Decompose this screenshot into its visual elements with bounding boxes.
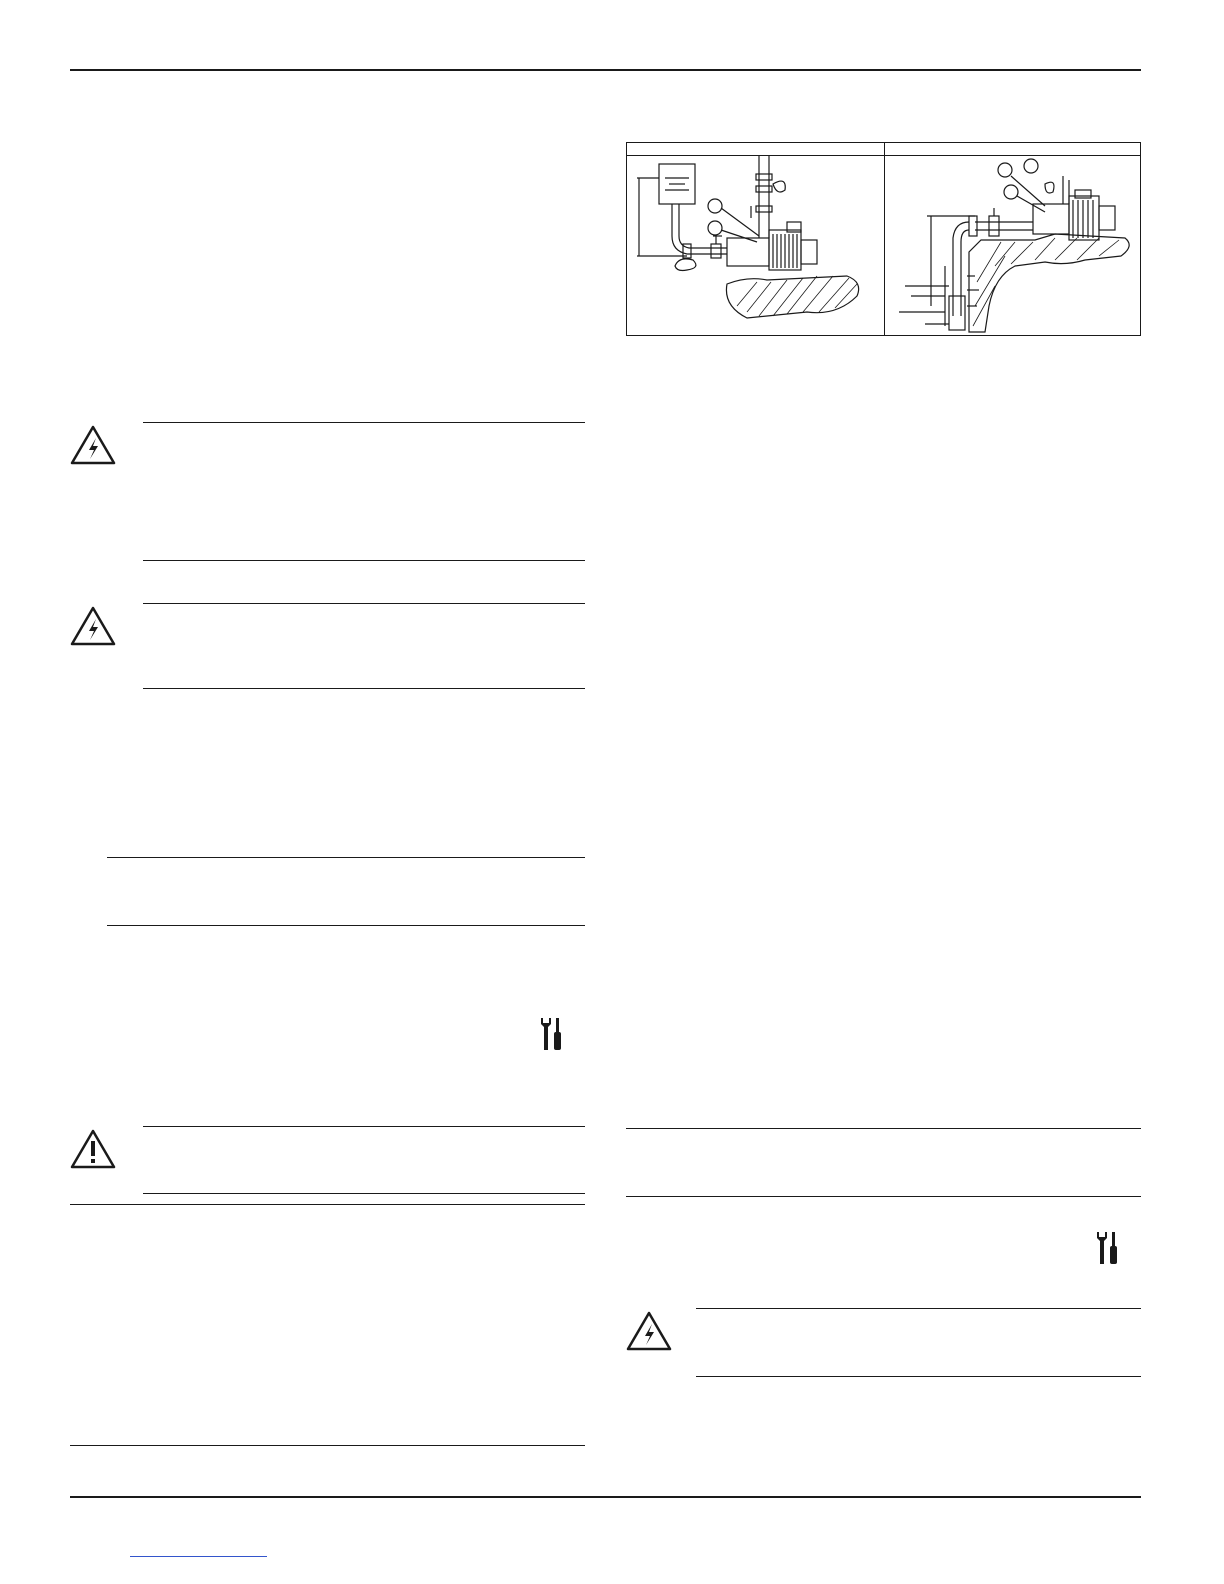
warning-rule-top [143,603,585,604]
electrical-warning-icon [626,1310,672,1352]
warning-rule-bottom [696,1376,1141,1377]
note-rule-bottom [626,1196,1141,1197]
warning-rule-bottom [143,560,585,561]
warning-rule-bottom [143,1193,585,1194]
electrical-warning-icon [70,605,116,647]
note-rule-bottom [107,925,585,926]
wrench-screwdriver-icon [538,1016,566,1052]
warning-rule-top [143,422,585,423]
footer-link[interactable] [130,1556,267,1557]
note-rule-top [107,857,585,858]
warning-rule-top [696,1308,1141,1309]
installation-well-diagram [885,156,1142,336]
page-header-rule [70,69,1141,71]
note-rule-top [626,1128,1141,1129]
section-rule [70,1445,585,1446]
electrical-warning-icon [70,424,116,466]
section-rule [70,1204,585,1205]
installation-tank-diagram [627,156,884,336]
installation-figure [626,142,1141,336]
general-warning-icon [70,1128,116,1170]
warning-rule-top [143,1126,585,1127]
page-footer-rule [70,1496,1141,1498]
warning-rule-bottom [143,688,585,689]
wrench-screwdriver-icon [1094,1230,1122,1266]
